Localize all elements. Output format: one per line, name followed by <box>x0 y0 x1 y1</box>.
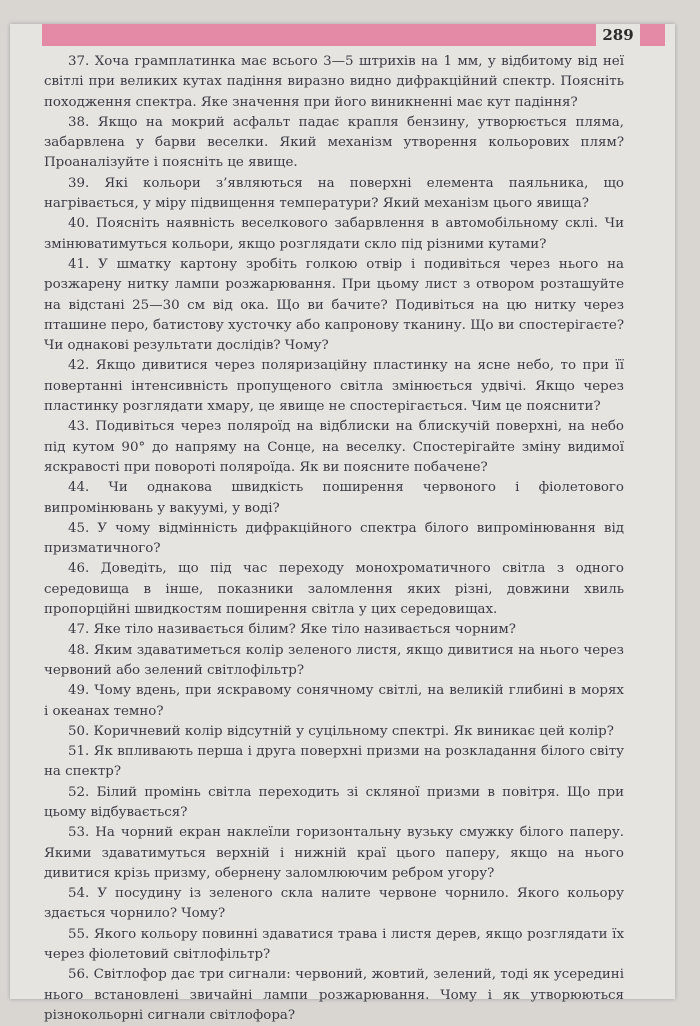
question-48: 48. Яким здаватиметься колір зеленого листя, якщо дивитися на нього через червоний або зелений світлофільтр? <box>44 642 624 678</box>
question-53: 53. На чорний екран наклеїли горизонтальну вузьку смужку білого паперу. Якими здаватимуться верхній і нижній краї цього паперу, якщо на нього дивитися крізь призму, обернену заломлюючим ребром угору? <box>44 825 624 881</box>
page-number: 289 <box>602 26 634 44</box>
question-50: 50. Коричневий колір відсутній у суцільному спектрі. Як виникає цей колір? <box>68 723 614 739</box>
questions-list <box>44 52 624 1026</box>
question-38: 38. Якщо на мокрий асфальт падає крапля бензину, утворюється пляма, забарвлена у барви веселки. Який механізм утворення кольорових плям? Проаналізуйте і поясніть це явище. <box>44 114 624 171</box>
question-45: 45. У чому відмінність дифракційного спектра білого випромінювання від призматичного? <box>44 520 624 557</box>
question-52: 52. Білий промінь світла переходить зі скляної призми в повітря. Що при цьому відбувається? <box>44 784 624 820</box>
question-51: 51. Як впливають перша і друга поверхні призми на розкладання білого світу на спектр? <box>44 744 624 780</box>
question-46: 46. Доведіть, що під час переходу монохроматичного світла з одного середовища в інше, показники заломлення яких різні, довжини хвиль пропорційні швидкостям поширення світла у цих середовищах. <box>44 561 624 618</box>
question-40: 40. Поясніть наявність веселкового забарвлення в автомобільному склі. Чи змінюватимуться кольори, якщо розглядати скло під різними кутами? <box>44 216 624 252</box>
question-43: 43. Подивіться через поляроїд на відблиски на блискучій поверхні, на небо під кутом 90° до напряму на Сонце, на веселку. Спостерігайте зміну видимої яскравості при повороті поляроїда. Як ви поясните побачене? <box>44 419 624 475</box>
question-49: 49. Чому вдень, при яскравому сонячному світлі, на великій глибині в морях і океанах темно? <box>44 683 624 719</box>
question-41: 41. У шматку картону зробіть голкою отвір і подивіться через нього на розжарену нитку лампи розжарювання. При цьому лист з отвором розташуйте на відстані 25—30 см від ока. Що ви бачите? Подивіться на цю нитку через пташине перо, батистову хусточку або капронову тканину. Що ви спостерігаєте? Чи однакові результати дослідів? Чому? <box>44 256 624 354</box>
question-54: 54. У посудину із зеленого скла налите червоне чорнило. Якого кольору здається чорнило? Чому? <box>44 886 624 922</box>
header-band-right <box>640 24 665 46</box>
question-47: 47. Яке тіло називається білим? Яке тіло називається чорним? <box>68 622 516 638</box>
question-55: 55. Якого кольору повинні здаватися трава і листя дерев, якщо розглядати їх через фіолетовий світлофільтр? <box>44 926 624 963</box>
question-37: 37. Хоча грамплатинка має всього 3—5 штрихів на 1 мм, у відбитому від неї світлі при великих кутах падіння виразно видно дифракційний спектр. Поясніть походження спектра. Яке значення при його виникненні має кут падіння? <box>44 54 624 110</box>
question-39: 39. Які кольори з’являються на поверхні елемента паяльника, що нагрівається, у міру підвищення температури? Який механізм цього явища? <box>44 175 624 212</box>
header-band <box>42 24 596 46</box>
question-44: 44. Чи однакова швидкість поширення червоного і фіолетового випромінювань у вакуумі, у воді? <box>44 480 624 516</box>
question-42: 42. Якщо дивитися через поляризаційну пластинку на ясне небо, то при її повертанні інтенсивність пропущеного світла змінюється удвічі. Якщо через пластинку розглядати хмару, це явище не спостерігається. Чим це пояснити? <box>44 358 624 415</box>
question-56: 56. Світлофор дає три сигнали: червоний, жовтий, зелений, тоді як усередині нього встановлені звичайні лампи розжарювання. Чому і як утворюються різнокольорні сигнали світлофора? <box>44 967 624 1023</box>
